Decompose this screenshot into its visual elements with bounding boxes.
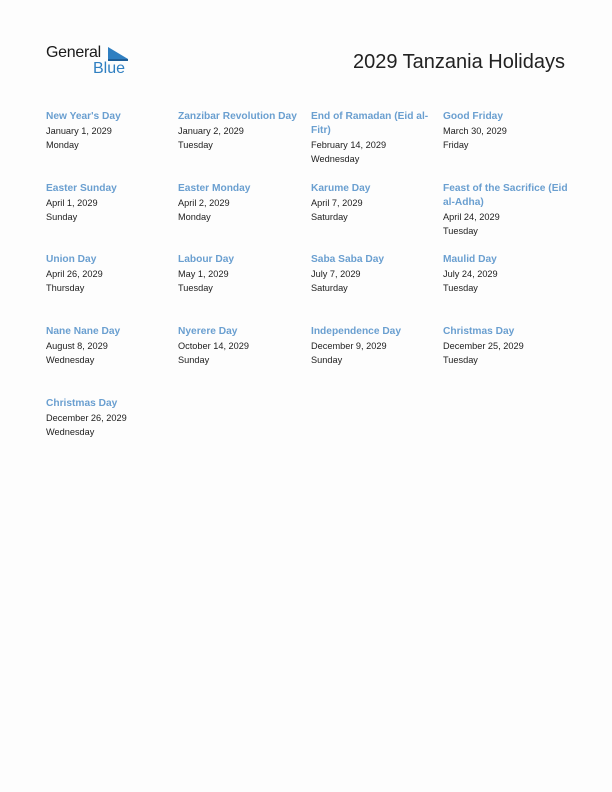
holiday-item (46, 253, 172, 295)
holiday-item (46, 397, 172, 439)
holiday-name: Maulid Day (443, 254, 497, 265)
holiday-item (178, 253, 304, 295)
holiday-date: April 26, 2029 (46, 269, 103, 279)
holiday-name: Saba Saba Day (311, 254, 385, 265)
holiday-name: End of Ramadan (Eid al-Fitr) (311, 111, 429, 136)
holiday-weekday: Thursday (46, 283, 85, 293)
holiday-date: October 14, 2029 (178, 341, 249, 351)
holiday-name: Easter Monday (178, 183, 251, 194)
logo-triangle-icon (108, 47, 128, 61)
holiday-item (443, 325, 569, 367)
holiday-name: Zanzibar Revolution Day (178, 111, 297, 122)
holiday-date: January 2, 2029 (178, 126, 244, 136)
holiday-weekday: Wednesday (46, 427, 95, 437)
holiday-weekday: Tuesday (178, 283, 213, 293)
holiday-name: Nyerere Day (178, 326, 238, 337)
holiday-name: Good Friday (443, 111, 503, 122)
holiday-date: July 7, 2029 (311, 269, 361, 279)
holiday-item (311, 110, 437, 166)
holiday-item (46, 325, 172, 367)
holiday-date: April 1, 2029 (46, 198, 98, 208)
holiday-date: April 7, 2029 (311, 198, 363, 208)
holiday-weekday: Saturday (311, 283, 348, 293)
holiday-weekday: Monday (178, 212, 211, 222)
holiday-date: April 2, 2029 (178, 198, 230, 208)
logo-word-general: General (46, 44, 101, 61)
holiday-weekday: Sunday (46, 212, 78, 222)
holiday-name: Christmas Day (46, 398, 118, 409)
holiday-item (443, 253, 569, 295)
generalblue-logo (46, 44, 136, 80)
holiday-item (178, 325, 304, 367)
holiday-name: Easter Sunday (46, 183, 117, 194)
holiday-date: December 9, 2029 (311, 341, 387, 351)
holiday-item (178, 110, 304, 152)
holiday-date: August 8, 2029 (46, 341, 108, 351)
holiday-name: Union Day (46, 254, 97, 265)
holiday-date: April 24, 2029 (443, 212, 500, 222)
holiday-name: Nane Nane Day (46, 326, 121, 337)
holiday-weekday: Tuesday (178, 140, 213, 150)
holiday-name: New Year's Day (46, 111, 121, 122)
logo-word-blue: Blue (93, 60, 126, 77)
holiday-weekday: Tuesday (443, 226, 478, 236)
holiday-weekday: Sunday (178, 355, 210, 365)
holiday-item (46, 182, 172, 224)
holiday-date: December 25, 2029 (443, 341, 524, 351)
holiday-name: Independence Day (311, 326, 402, 337)
holiday-name: Karume Day (311, 183, 371, 194)
holiday-weekday: Saturday (311, 212, 348, 222)
page-title: 2029 Tanzania Holidays (352, 51, 565, 73)
holiday-item (311, 325, 437, 367)
holiday-weekday: Wednesday (311, 154, 360, 164)
holiday-weekday: Tuesday (443, 355, 478, 365)
holiday-item (178, 182, 304, 224)
holiday-name: Labour Day (178, 254, 235, 265)
holiday-weekday: Friday (443, 140, 469, 150)
holiday-date: February 14, 2029 (311, 140, 387, 150)
holiday-date: January 1, 2029 (46, 126, 112, 136)
holiday-date: March 30, 2029 (443, 126, 507, 136)
holiday-item (46, 110, 172, 152)
holiday-weekday: Monday (46, 140, 79, 150)
holiday-name: Christmas Day (443, 326, 515, 337)
holiday-weekday: Tuesday (443, 283, 478, 293)
holiday-weekday: Sunday (311, 355, 343, 365)
holiday-date: July 24, 2029 (443, 269, 498, 279)
holiday-weekday: Wednesday (46, 355, 95, 365)
holiday-name: Feast of the Sacrifice (Eid al-Adha) (443, 183, 568, 208)
holiday-item (311, 253, 437, 295)
holiday-item (311, 182, 437, 224)
holiday-date: December 26, 2029 (46, 413, 127, 423)
holiday-item (443, 110, 569, 152)
holiday-date: May 1, 2029 (178, 269, 229, 279)
holiday-item (443, 182, 569, 238)
